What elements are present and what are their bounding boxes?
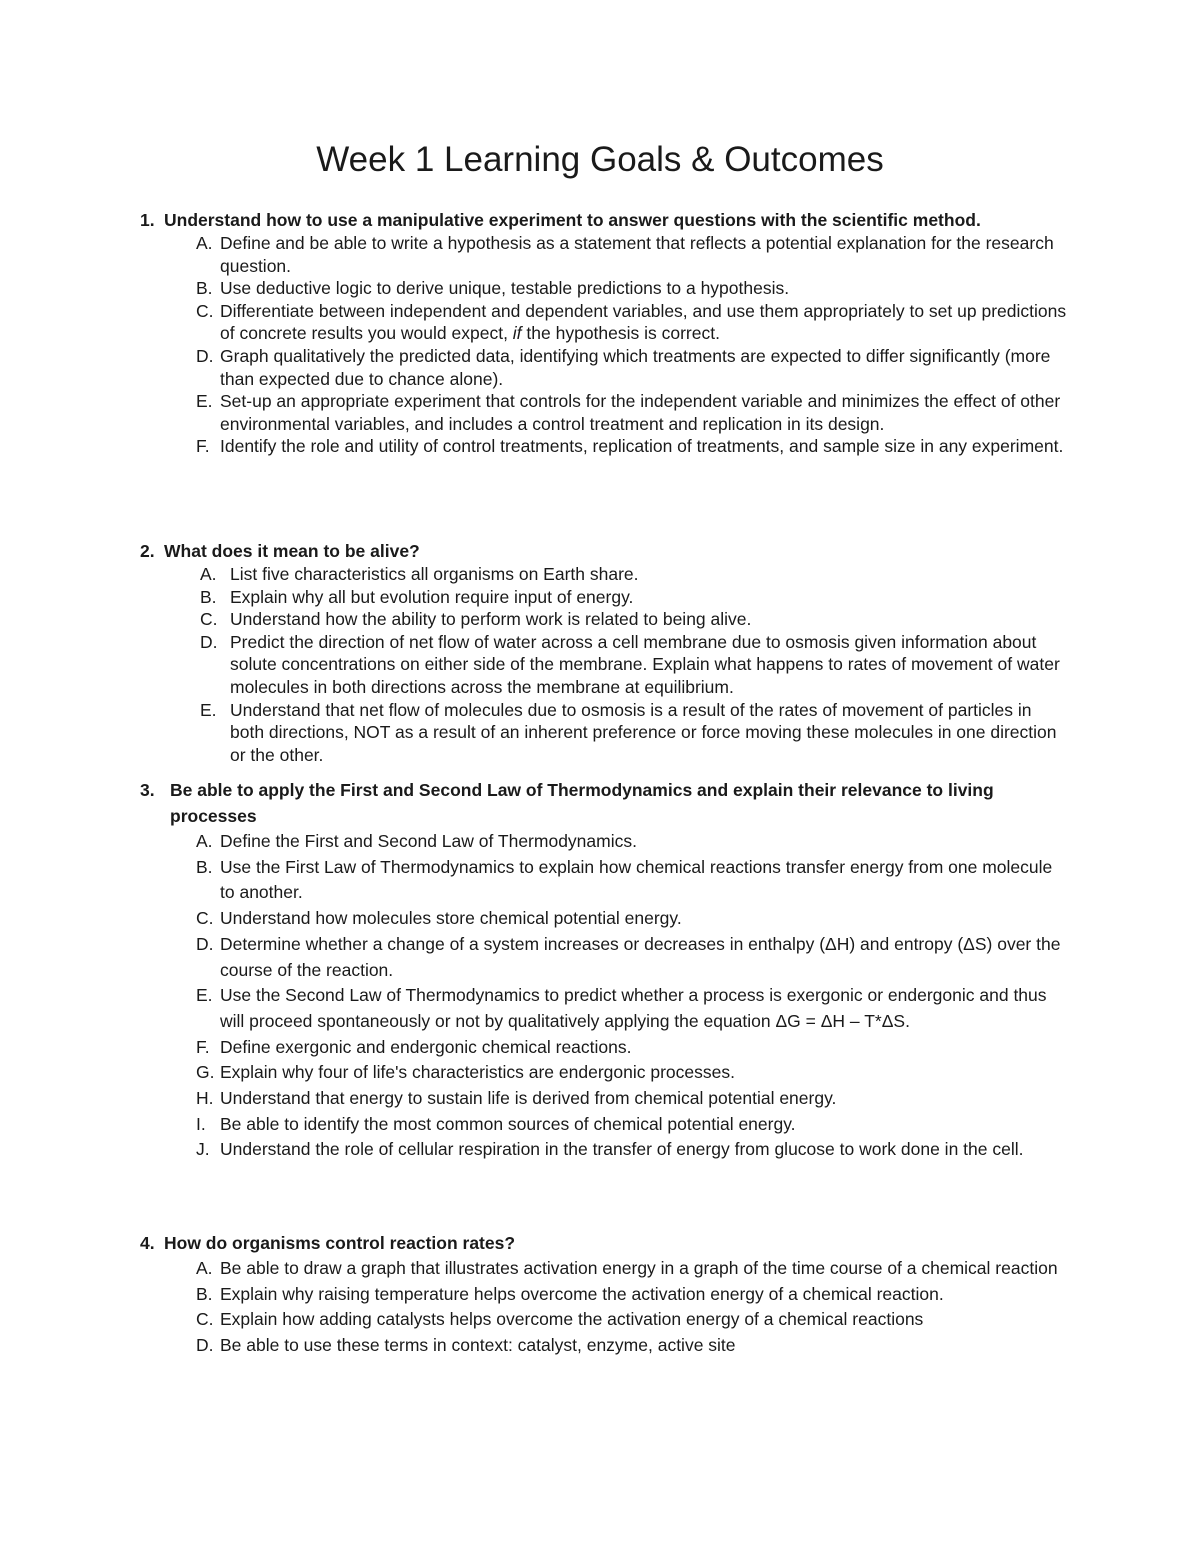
list-item bbox=[140, 586, 1070, 609]
item-letter: F. bbox=[196, 1036, 210, 1057]
item-letter: D. bbox=[196, 345, 214, 366]
item-text: Understand how the ability to perform work is related to being alive. bbox=[230, 609, 752, 630]
item-emphasis: if bbox=[512, 323, 522, 344]
section-number: 3. bbox=[140, 780, 155, 800]
item-text: Understand how molecules store chemical potential energy. bbox=[220, 908, 682, 929]
list-item bbox=[140, 232, 1070, 277]
item-text: Understand that net flow of molecules due to osmosis is a result of the rates of movement of particles in both directions, NOT as a result of an inherent preference or force moving these molecules in one direction or the other. bbox=[230, 699, 1057, 765]
item-letter: H. bbox=[196, 1088, 214, 1109]
item-letter: B. bbox=[196, 856, 213, 877]
list-item bbox=[140, 855, 1070, 906]
item-text: Use the First Law of Thermodynamics to explain how chemical reactions transfer energy from one molecule to another. bbox=[220, 856, 1053, 903]
outcome-list bbox=[140, 563, 1070, 766]
item-letter: D. bbox=[200, 631, 218, 652]
item-text: Be able to draw a graph that illustrates activation energy in a graph of the time course of a chemical reaction bbox=[220, 1258, 1058, 1278]
item-text: Graph qualitatively the predicted data, identifying which treatments are expected to differ significantly (more than expected due to chance alone). bbox=[220, 345, 1051, 389]
item-text: Understand that energy to sustain life is derived from chemical potential energy. bbox=[220, 1088, 837, 1109]
list-item bbox=[140, 983, 1070, 1034]
list-item bbox=[140, 277, 1070, 300]
list-item bbox=[140, 563, 1070, 586]
section-heading-text: What does it mean to be alive? bbox=[164, 541, 420, 561]
item-text: Use the Second Law of Thermodynamics to predict whether a process is exergonic or endergonic and thus will proceed spontaneously or not by qualitatively applying the equation ΔG = ΔH – T*ΔS. bbox=[220, 985, 1047, 1031]
section-heading bbox=[140, 777, 1070, 829]
item-text: Understand the role of cellular respiration in the transfer of energy from glucose to work done in the cell. bbox=[220, 1139, 1024, 1160]
list-item bbox=[140, 699, 1070, 767]
list-item bbox=[140, 1060, 1070, 1086]
list-item bbox=[140, 829, 1070, 855]
item-text: Use deductive logic to derive unique, testable predictions to a hypothesis. bbox=[220, 278, 790, 299]
list-item bbox=[140, 1086, 1070, 1112]
item-text: Explain why raising temperature helps overcome the activation energy of a chemical reaction. bbox=[220, 1283, 944, 1304]
outcome-list bbox=[140, 1256, 1070, 1359]
item-letter: B. bbox=[200, 586, 217, 607]
section-heading bbox=[140, 540, 1070, 563]
item-letter: C. bbox=[196, 1309, 214, 1330]
section-heading-text: Understand how to use a manipulative experiment to answer questions with the scientific method. bbox=[164, 210, 981, 230]
list-item bbox=[140, 390, 1070, 435]
item-letter: I. bbox=[196, 1113, 206, 1134]
item-text: Define and be able to write a hypothesis as a statement that reflects a potential explanation for the research question. bbox=[220, 233, 1054, 276]
item-text: Define exergonic and endergonic chemical reactions. bbox=[220, 1036, 632, 1057]
outcome-list bbox=[140, 829, 1070, 1163]
list-item bbox=[140, 1282, 1070, 1308]
item-letter: B. bbox=[196, 1283, 213, 1304]
item-text: Define the First and Second Law of Thermodynamics. bbox=[220, 831, 637, 851]
item-text: the hypothesis is correct. bbox=[521, 323, 720, 344]
section-1 bbox=[140, 209, 1070, 458]
section-heading bbox=[140, 1230, 1070, 1256]
item-letter: J. bbox=[196, 1139, 210, 1160]
item-text: Explain why all but evolution require input of energy. bbox=[230, 586, 634, 607]
item-text: Differentiate between independent and dependent variables, and use them appropriately to set up predictions of concrete results you would expect, bbox=[220, 300, 1067, 344]
item-letter: C. bbox=[200, 609, 218, 630]
section-2 bbox=[140, 540, 1070, 766]
section-heading-text: Be able to apply the First and Second Law of Thermodynamics and explain their relevance to living processes bbox=[170, 780, 994, 826]
item-letter: A. bbox=[196, 233, 213, 253]
list-item bbox=[140, 1307, 1070, 1333]
list-item bbox=[140, 932, 1070, 983]
list-item bbox=[140, 631, 1070, 699]
section-heading-text: How do organisms control reaction rates? bbox=[164, 1233, 516, 1253]
list-item bbox=[140, 345, 1070, 390]
item-text: Predict the direction of net flow of water across a cell membrane due to osmosis given information about solute concentrations on either side of the membrane. Explain what happens to rates of movement of water molecules in both directions across the membrane at equilibrium. bbox=[230, 631, 1060, 697]
list-item bbox=[140, 300, 1070, 345]
item-letter: B. bbox=[196, 278, 213, 299]
list-item bbox=[140, 435, 1070, 458]
list-item bbox=[140, 608, 1070, 631]
page-title: Week 1 Learning Goals & Outcomes bbox=[316, 140, 884, 179]
item-text: Determine whether a change of a system increases or decreases in enthalpy (ΔH) and entropy (ΔS) over the course of the reaction. bbox=[220, 933, 1061, 980]
section-number: 4. bbox=[140, 1233, 155, 1253]
item-text: Set-up an appropriate experiment that controls for the independent variable and minimizes the effect of other environmental variables, and includes a control treatment and replication in its design. bbox=[220, 391, 1061, 434]
item-letter: E. bbox=[200, 699, 217, 720]
section-heading bbox=[140, 209, 1070, 232]
list-item bbox=[140, 1333, 1070, 1359]
item-letter: G. bbox=[196, 1062, 215, 1083]
section-3 bbox=[140, 777, 1070, 1163]
item-letter: D. bbox=[196, 1335, 214, 1356]
item-text: List five characteristics all organisms on Earth share. bbox=[230, 564, 639, 584]
item-letter: C. bbox=[196, 908, 214, 929]
item-letter: A. bbox=[200, 564, 217, 584]
outcome-list bbox=[140, 232, 1070, 458]
item-text: Be able to use these terms in context: catalyst, enzyme, active site bbox=[220, 1335, 736, 1356]
item-letter: A. bbox=[196, 831, 213, 851]
item-text: Be able to identify the most common sources of chemical potential energy. bbox=[220, 1113, 796, 1134]
item-letter: A. bbox=[196, 1258, 213, 1278]
list-item bbox=[140, 1035, 1070, 1061]
item-text: Explain how adding catalysts helps overcome the activation energy of a chemical reactions bbox=[220, 1309, 924, 1330]
list-item bbox=[140, 1137, 1070, 1163]
list-item bbox=[140, 1112, 1070, 1138]
section-number: 1. bbox=[140, 210, 155, 230]
item-letter: D. bbox=[196, 933, 214, 954]
item-letter: E. bbox=[196, 985, 213, 1006]
item-letter: F. bbox=[196, 436, 210, 457]
list-item bbox=[140, 906, 1070, 932]
item-letter: C. bbox=[196, 300, 214, 321]
section-number: 2. bbox=[140, 541, 155, 561]
list-item bbox=[140, 1256, 1070, 1282]
item-text: Explain why four of life's characteristics are endergonic processes. bbox=[220, 1062, 735, 1083]
item-text: Identify the role and utility of control treatments, replication of treatments, and sample size in any experiment. bbox=[220, 436, 1064, 457]
item-letter: E. bbox=[196, 391, 213, 412]
section-4 bbox=[140, 1230, 1070, 1359]
